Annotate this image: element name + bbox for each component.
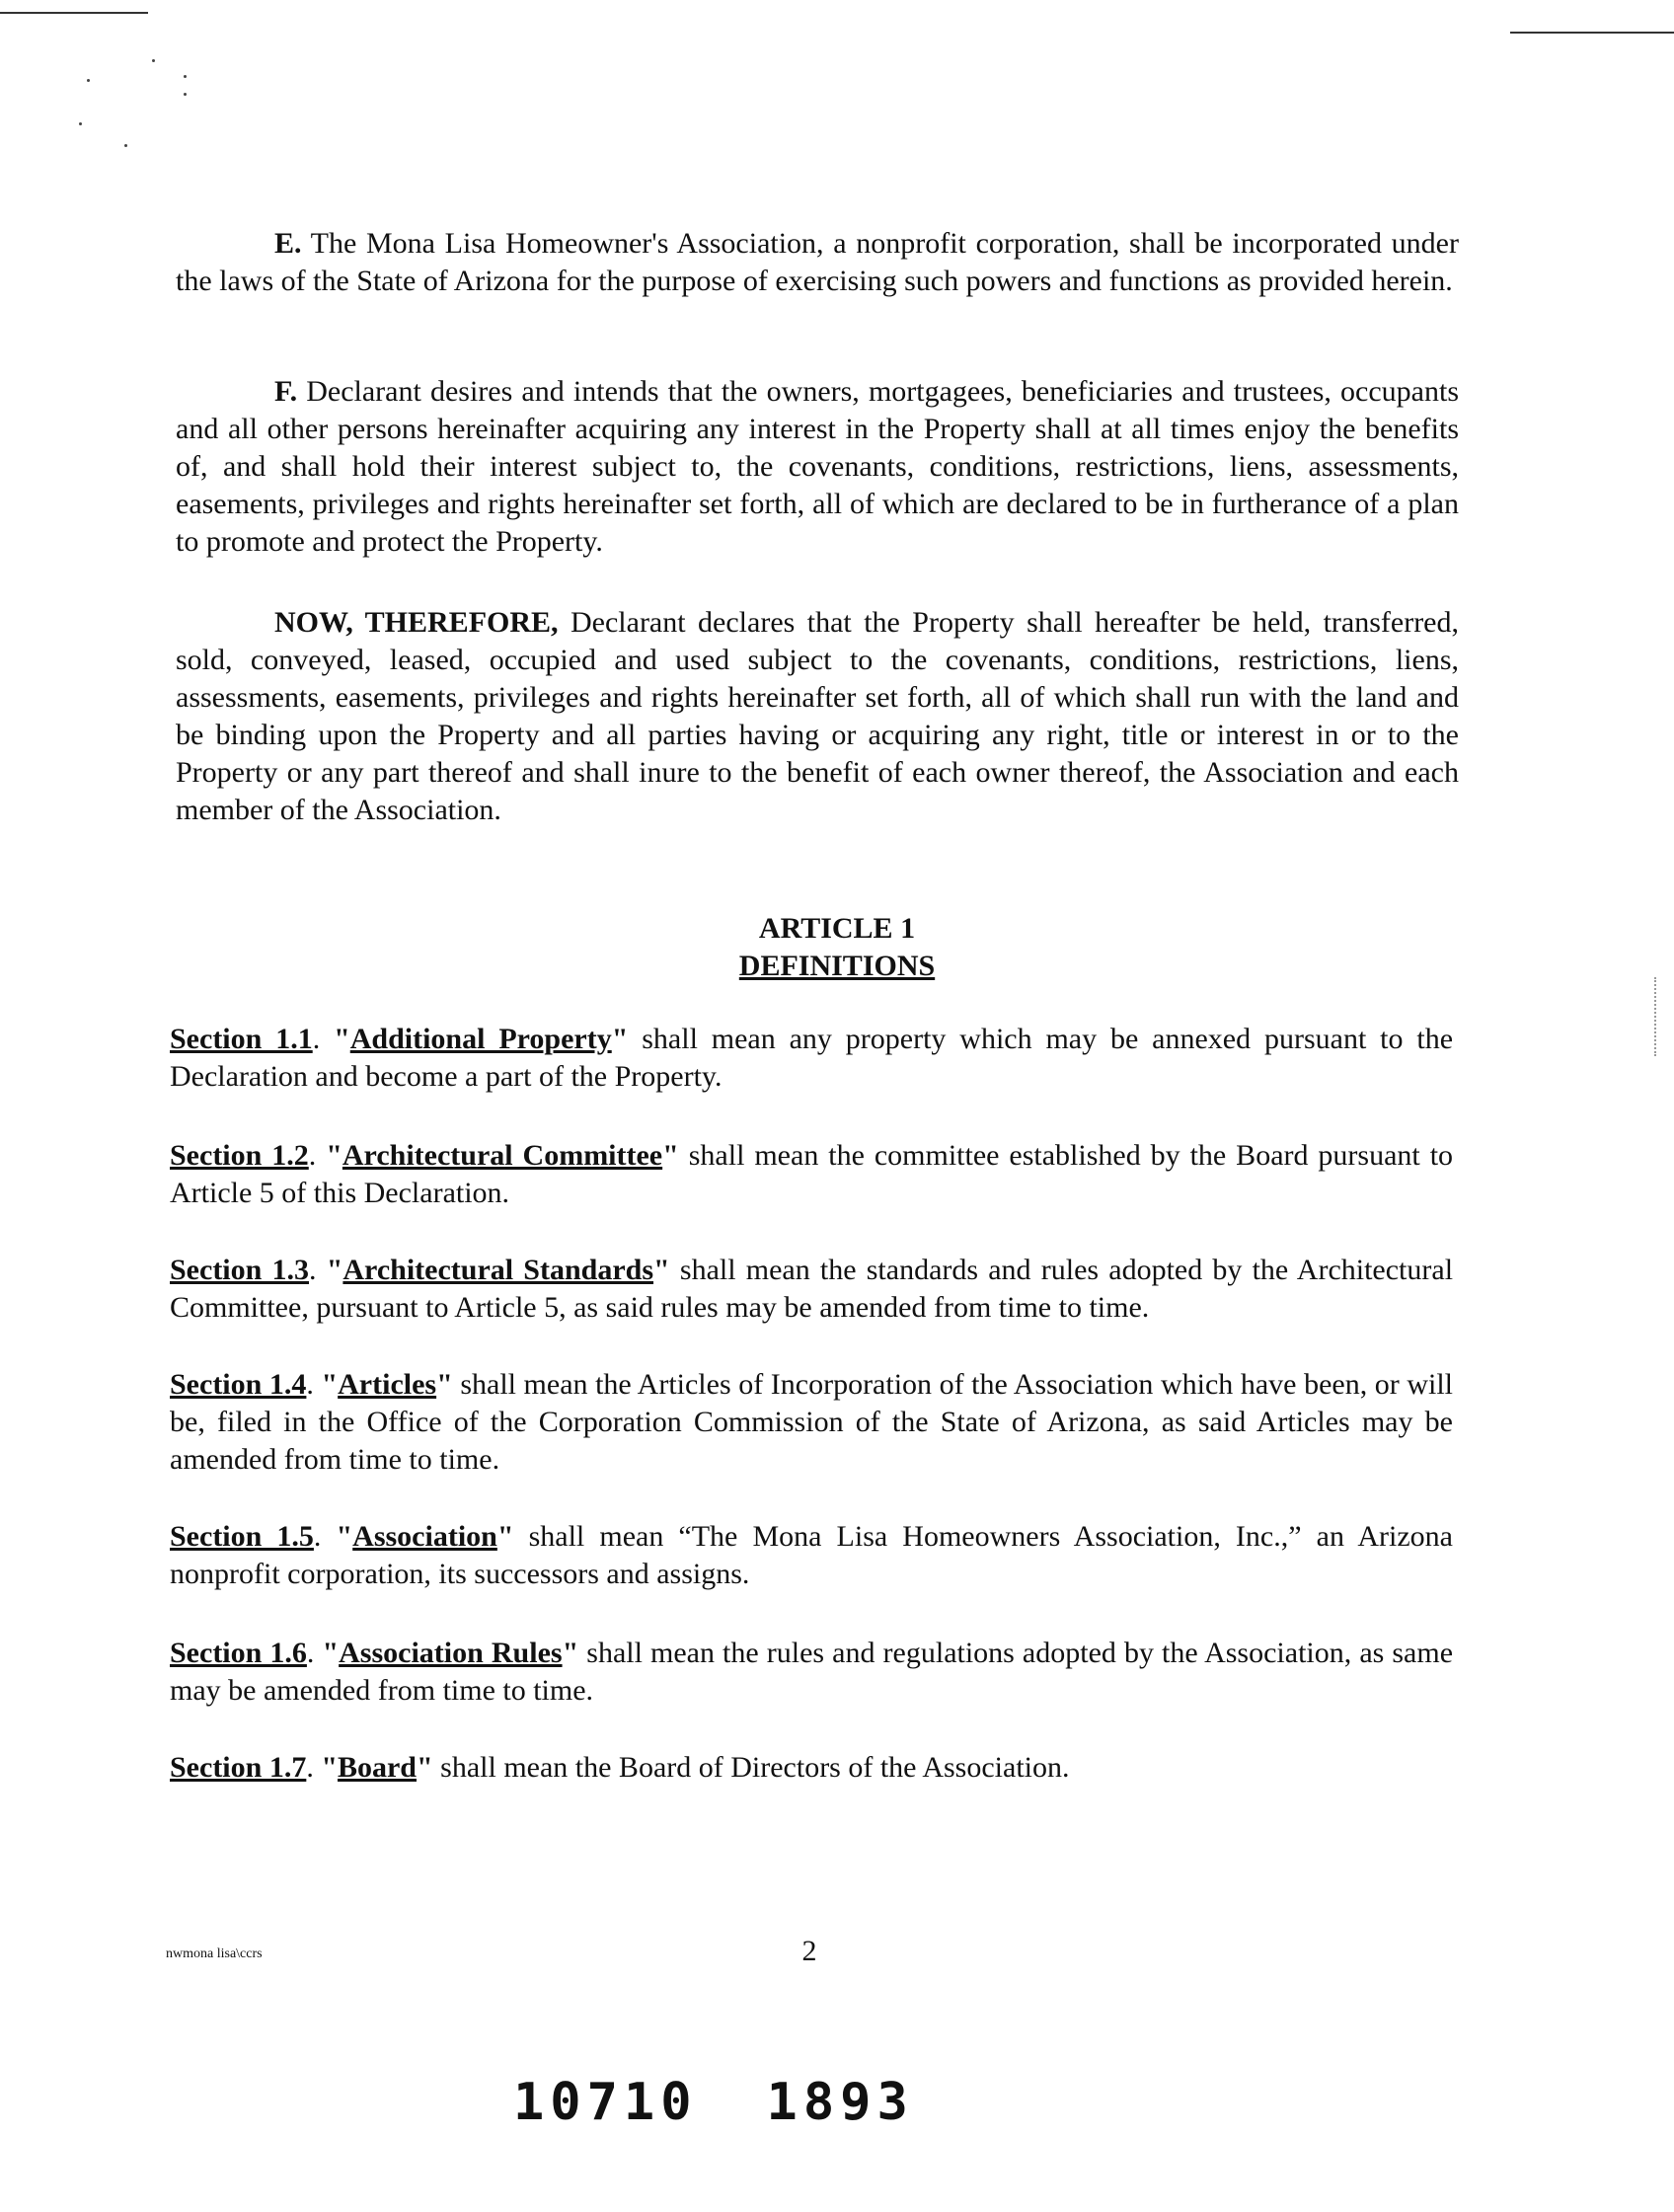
section-label: Section 1.5 (170, 1520, 314, 1553)
definition-text: shall mean any property which may be annexed pursuant to the Declaration and become a part of the Property. (170, 1023, 1454, 1093)
defined-term: Architectural Committee (342, 1139, 663, 1172)
definition-section: Section 1.5. "Association" shall mean “The Mona Lisa Homeowners Association, Inc.,” an Arizona nonprofit corporation, its successors and assigns. (170, 1520, 1453, 1590)
paragraph-now-therefore (176, 604, 1459, 829)
section-label: Section 1.6 (170, 1637, 307, 1669)
definition-section: Section 1.4. "Articles" shall mean the Articles of Incorporation of the Association which have been, or will be, filed in the Office of the Corporation Commission of the State of Arizona, as said Articles may be amended from time to time. (170, 1368, 1454, 1476)
recording-book-number: 10710 (513, 2073, 698, 2132)
definition-text: shall mean “The Mona Lisa Homeowners Association, Inc.,” an Arizona nonprofit corporation, its successors and assigns. (170, 1520, 1453, 1590)
definition-text: shall mean the rules and regulations adopted by the Association, as same may be amended from time to time. (170, 1637, 1454, 1707)
section-label: Section 1.4 (170, 1368, 307, 1401)
defined-term: Architectural Standards (342, 1254, 654, 1286)
definition-section: Section 1.2. "Architectural Committee" shall mean the committee established by the Board pursuant to Article 5 of this Declaration. (170, 1139, 1454, 1209)
scan-speck (184, 75, 187, 78)
scan-speck (79, 122, 82, 125)
paragraph-e (176, 225, 1459, 300)
scan-speck (184, 93, 187, 96)
article-title (0, 948, 1674, 985)
scan-margin-marks (1654, 977, 1658, 1056)
definition-text: shall mean the Board of Directors of the Association. (440, 1751, 1070, 1784)
paragraph-e-letter: E. (274, 227, 302, 260)
definition-section: Section 1.3. "Architectural Standards" shall mean the standards and rules adopted by the Architectural Committee, pursuant to Article 5, as said rules may be amended from time to time. (170, 1254, 1454, 1324)
definition-section: Section 1.6. "Association Rules" shall mean the rules and regulations adopted by the Association, as same may be amended from time to time. (170, 1637, 1454, 1707)
article-number: ARTICLE 1 (758, 912, 916, 945)
now-therefore-lead: NOW, THEREFORE, (274, 606, 559, 639)
scan-speck (152, 59, 155, 62)
paragraph-f (176, 373, 1459, 561)
section-label: Section 1.7 (170, 1751, 307, 1784)
article-title-text: DEFINITIONS (738, 950, 936, 982)
paragraph-f-text: Declarant desires and intends that the owners, mortgagees, beneficiaries and trustees, occupants and all other persons hereinafter acquiring any interest in the Property shall at all times enjoy the benefits of, and shall hold their interest subject to, the covenants, conditions, restrictions, liens, assessments, easements, privileges and rights hereinafter set forth, all of which are declared to be in furtherance of a plan to promote and protect the Property. (176, 375, 1459, 558)
page-number: 2 (801, 1935, 817, 1967)
scan-artifact-top-right (1510, 32, 1674, 34)
definition-text: shall mean the Articles of Incorporation of the Association which have been, or will be, filed in the Office of the Corporation Commission of the State of Arizona, as said Articles may be amended from time to time. (170, 1368, 1454, 1476)
paragraph-f-letter: F. (274, 375, 298, 408)
scan-speck (124, 144, 127, 147)
section-label: Section 1.1 (170, 1023, 313, 1055)
defined-term: Articles (338, 1368, 437, 1401)
definition-section: Section 1.7. "Board" shall mean the Board of Directors of the Association. (170, 1751, 1070, 1784)
file-code: nwmona lisa\ccrs (166, 1946, 263, 1961)
defined-term: Association Rules (339, 1637, 563, 1669)
now-therefore-text: Declarant declares that the Property shall hereafter be held, transferred, sold, conveyed, leased, occupied and used subject to the covenants, conditions, restrictions, liens, assessments, easements, privileges and rights hereinafter set forth, all of which shall run with the land and be binding upon the Property and all parties having or acquiring any right, title or interest in or to the Property or any part thereof and shall inure to the benefit of each owner thereof, the Association and each member of the Association. (176, 606, 1460, 826)
scan-speck (87, 79, 90, 82)
recording-stamp (513, 2073, 914, 2132)
scan-artifact-top-left (0, 12, 148, 14)
recording-page-number: 1893 (766, 2073, 914, 2132)
definition-text: shall mean the standards and rules adopted by the Architectural Committee, pursuant to Article 5, as said rules may be amended from time to time. (170, 1254, 1454, 1324)
section-label: Section 1.3 (170, 1254, 310, 1286)
definition-text: shall mean the committee established by the Board pursuant to Article 5 of this Declaration. (170, 1139, 1454, 1209)
defined-term: Association (352, 1520, 497, 1553)
defined-term: Board (337, 1751, 417, 1784)
section-label: Section 1.2 (170, 1139, 309, 1172)
paragraph-e-text: The Mona Lisa Homeowner's Association, a nonprofit corporation, shall be incorporated under the laws of the State of Arizona for the purpose of exercising such powers and functions as provided herein. (176, 227, 1459, 297)
defined-term: Additional Property (349, 1023, 612, 1055)
definition-section: Section 1.1. "Additional Property" shall mean any property which may be annexed pursuant to the Declaration and become a part of the Property. (170, 1023, 1454, 1093)
